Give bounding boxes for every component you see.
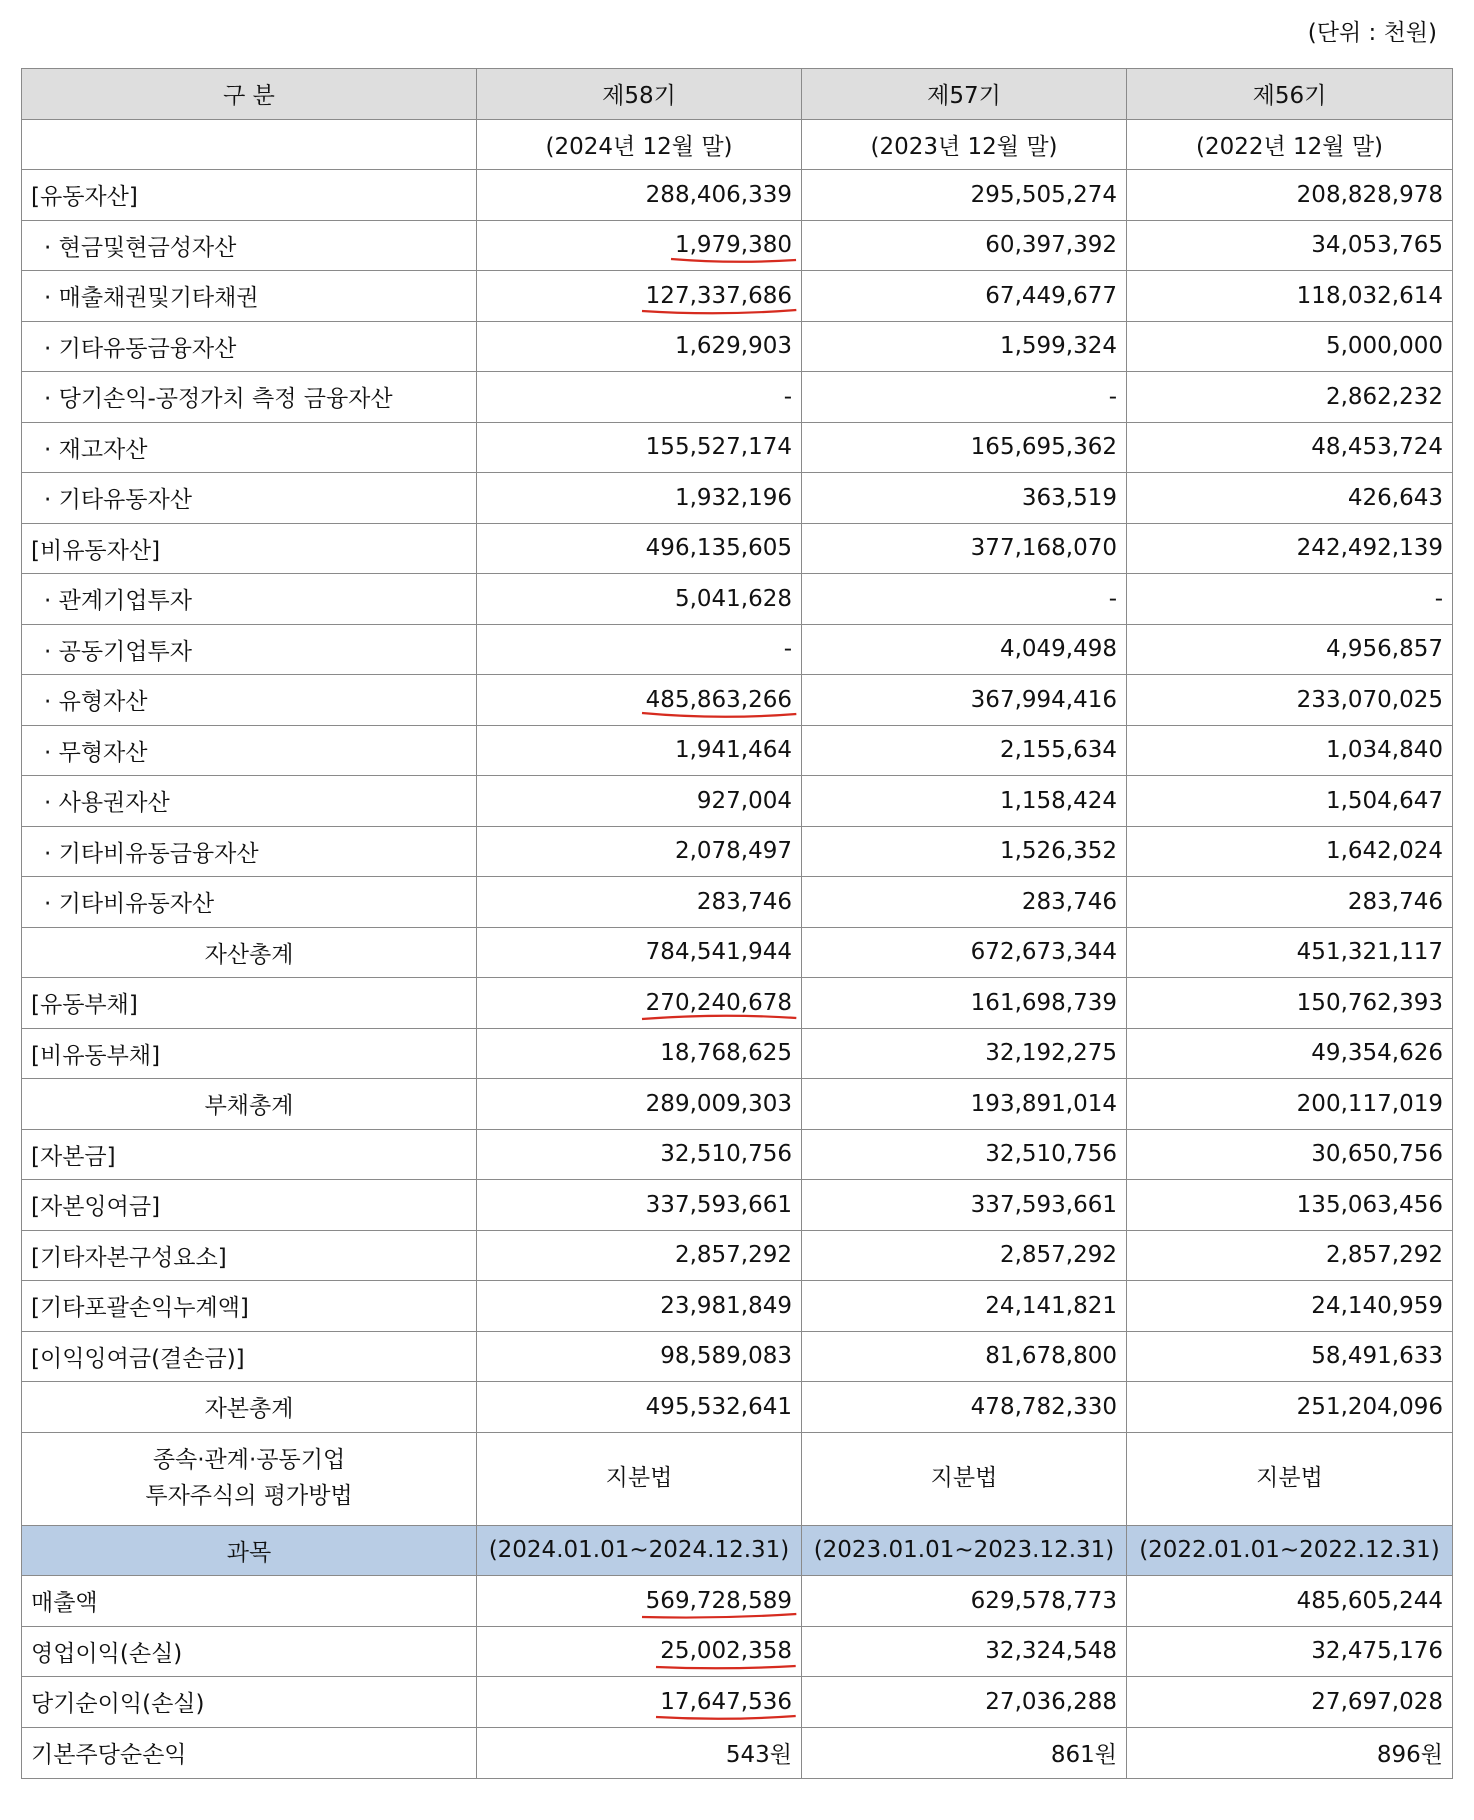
table-row: [유동자산] 288,406,339 295,505,274 208,828,978 — [22, 170, 1453, 221]
table-row: [자본금] 32,510,756 32,510,756 30,650,756 — [22, 1129, 1453, 1180]
table-row: · 기타비유동자산 283,746 283,746 283,746 — [22, 877, 1453, 928]
underlined-value: 17,647,536 — [660, 1689, 792, 1715]
header-row — [22, 69, 1453, 120]
table-row: [자본잉여금] 337,593,661 337,593,661 135,063,456 — [22, 1180, 1453, 1231]
unit-note: (단위 : 천원) — [1307, 20, 1437, 46]
date-56: (2022년 12월 말) — [1127, 119, 1453, 170]
table-row-total: 자본총계 495,532,641 478,782,330 251,204,096 — [22, 1382, 1453, 1433]
table-row: [유동부채] 270,240,678 161,698,739 150,762,393 — [22, 978, 1453, 1029]
red-underline-annotation — [642, 1013, 796, 1025]
income-header-row — [22, 1525, 1453, 1576]
table-row: 매출액 569,728,589 629,578,773 485,605,244 — [22, 1576, 1453, 1627]
underlined-value: 1,979,380 — [675, 232, 792, 258]
valuation-method-row: 종속·관계·공동기업 투자주식의 평가방법 지분법 지분법 지분법 — [22, 1432, 1453, 1525]
table-row: · 사용권자산 927,004 1,158,424 1,504,647 — [22, 776, 1453, 827]
table-row-total: 부채총계 289,009,303 193,891,014 200,117,019 — [22, 1079, 1453, 1130]
table-row: 기본주당순손익 543원 861원 896원 — [22, 1727, 1453, 1778]
red-underline-annotation — [656, 1712, 796, 1724]
table-row: · 관계기업투자 5,041,628 - - — [22, 574, 1453, 625]
header-category: 구 분 — [22, 69, 477, 120]
date-58: (2024년 12월 말) — [477, 119, 802, 170]
table-row: · 기타비유동금융자산 2,078,497 1,526,352 1,642,024 — [22, 826, 1453, 877]
underlined-value: 127,337,686 — [646, 283, 792, 309]
table-row: · 기타유동자산 1,932,196 363,519 426,643 — [22, 473, 1453, 524]
header-period-56: 제56기 — [1127, 69, 1453, 120]
table-row: · 유형자산 485,863,266 367,994,416 233,070,025 — [22, 675, 1453, 726]
date-row — [22, 119, 1453, 170]
header-period-58: 제58기 — [477, 69, 802, 120]
income-period-2022: (2022.01.01~2022.12.31) — [1127, 1525, 1453, 1576]
table-row: [이익잉여금(결손금)] 98,589,083 81,678,800 58,491,633 — [22, 1331, 1453, 1382]
underlined-value: 25,002,358 — [660, 1638, 792, 1664]
table-row: [기타포괄손익누계액] 23,981,849 24,141,821 24,140,959 — [22, 1281, 1453, 1332]
table-row: · 현금및현금성자산 1,979,380 60,397,392 34,053,765 — [22, 220, 1453, 271]
income-header-label: 과목 — [22, 1525, 477, 1576]
date-57: (2023년 12월 말) — [802, 119, 1127, 170]
red-underline-annotation — [656, 1661, 796, 1673]
underlined-value: 485,863,266 — [646, 687, 792, 713]
table-row: 당기순이익(손실) 17,647,536 27,036,288 27,697,028 — [22, 1677, 1453, 1728]
valuation-label-line1: 종속·관계·공동기업 — [152, 1446, 346, 1473]
table-row: · 매출채권및기타채권 127,337,686 67,449,677 118,032,614 — [22, 271, 1453, 322]
red-underline-annotation — [642, 1611, 796, 1623]
income-period-2024: (2024.01.01~2024.12.31) — [477, 1525, 802, 1576]
red-underline-annotation — [671, 255, 796, 267]
table-row: · 기타유동금융자산 1,629,903 1,599,324 5,000,000 — [22, 321, 1453, 372]
table-row: · 무형자산 1,941,464 2,155,634 1,034,840 — [22, 725, 1453, 776]
red-underline-annotation — [642, 710, 796, 722]
underlined-value: 569,728,589 — [646, 1588, 792, 1614]
financial-summary-table — [21, 68, 1453, 1779]
table-row-total: 자산총계 784,541,944 672,673,344 451,321,117 — [22, 927, 1453, 978]
header-period-57: 제57기 — [802, 69, 1127, 120]
valuation-label-line2: 투자주식의 평가방법 — [145, 1482, 353, 1509]
table-row: [비유동자산] 496,135,605 377,168,070 242,492,139 — [22, 523, 1453, 574]
table-row: · 재고자산 155,527,174 165,695,362 48,453,724 — [22, 422, 1453, 473]
table-row: [비유동부채] 18,768,625 32,192,275 49,354,626 — [22, 1028, 1453, 1079]
income-period-2023: (2023.01.01~2023.12.31) — [802, 1525, 1127, 1576]
table-row: · 공동기업투자 - 4,049,498 4,956,857 — [22, 624, 1453, 675]
underlined-value: 270,240,678 — [646, 990, 792, 1016]
table-row: [기타자본구성요소] 2,857,292 2,857,292 2,857,292 — [22, 1230, 1453, 1281]
red-underline-annotation — [642, 306, 796, 318]
table-row: · 당기손익-공정가치 측정 금융자산 - - 2,862,232 — [22, 372, 1453, 423]
table-row: 영업이익(손실) 25,002,358 32,324,548 32,475,176 — [22, 1626, 1453, 1677]
